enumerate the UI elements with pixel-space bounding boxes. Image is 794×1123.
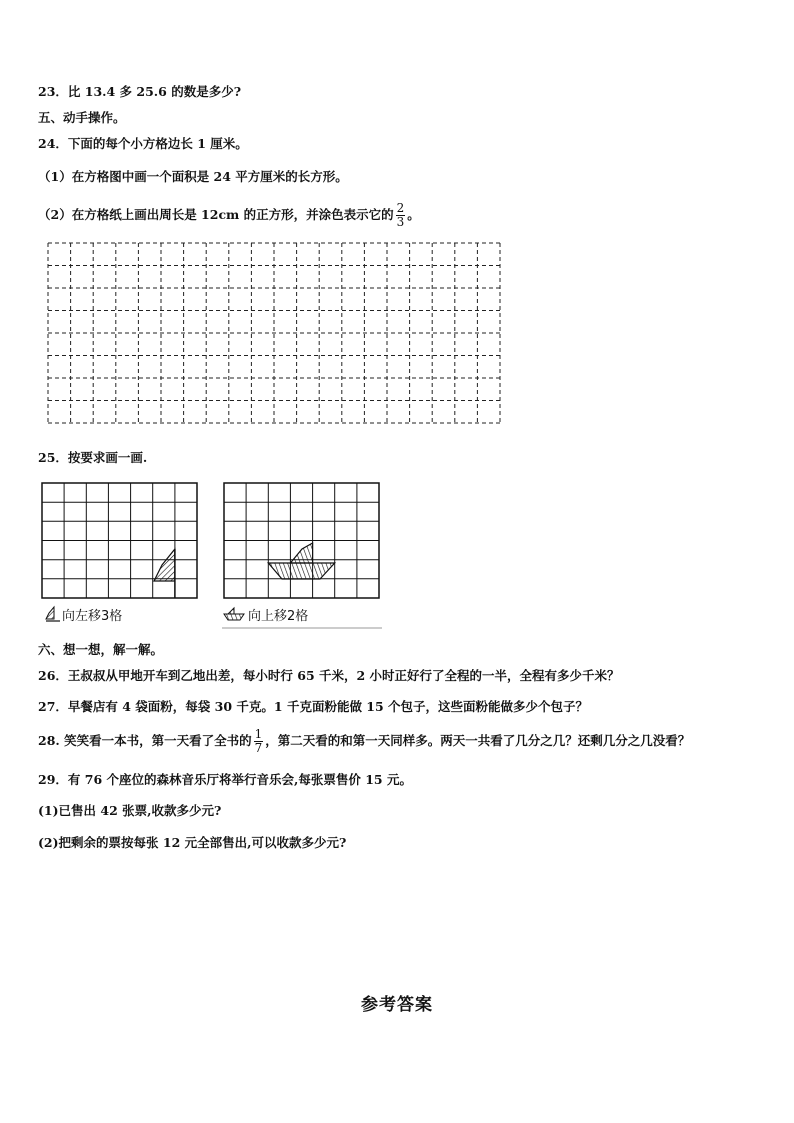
question-23: 23．比 13.4 多 25.6 的数是多少? xyxy=(38,84,242,99)
question-26: 26．王叔叔从甲地开车到乙地出差，每小时行 65 千米，2 小时正好行了全程的一半，全程有多少千米？ xyxy=(38,668,620,683)
question-29: 29．有 76 个座位的森林音乐厅将举行音乐会,每张票售价 15 元。 xyxy=(38,772,412,787)
question-24-part-2-text: （2）在方格纸上画出周长是 12cm 的正方形，并涂色表示它的 xyxy=(38,207,394,222)
fraction-denominator: 3 xyxy=(396,215,405,229)
question-24-part-2 xyxy=(38,202,420,229)
boat-shape xyxy=(268,543,334,579)
question-24-title: 24．下面的每个小方格边长 1 厘米。 xyxy=(38,136,248,151)
question-28 xyxy=(38,728,690,755)
question-29-part-1: (1)已售出 42 张票,收款多少元? xyxy=(38,803,222,818)
question-27: 27．早餐店有 4 袋面粉，每袋 30 千克。1 千克面粉能做 15 个包子，这些面粉能做多少个包子？ xyxy=(38,699,589,714)
question-29-part-2: (2)把剩余的票按每张 12 元全部售出,可以收款多少元? xyxy=(38,835,347,850)
left-caption: 向左移3格 xyxy=(62,609,123,624)
question-24-part-2-end: 。 xyxy=(407,207,420,222)
question-25-title: 25．按要求画一画. xyxy=(38,450,148,465)
question-28-text-before: 28. 笑笑看一本书，第一天看了全书的 xyxy=(38,733,252,748)
right-caption: 向上移2格 xyxy=(248,609,309,624)
fraction-two-thirds xyxy=(396,202,406,229)
fraction-denominator: 7 xyxy=(254,741,263,755)
fraction-numerator: 1 xyxy=(254,727,263,741)
right-caption-icon xyxy=(224,608,244,620)
section-5-title: 五、动手操作。 xyxy=(38,110,126,125)
section-6-title: 六、想一想，解一解。 xyxy=(38,642,164,657)
left-caption-icon xyxy=(46,607,60,621)
fraction-numerator: 2 xyxy=(396,201,405,215)
question-24-part-1: （1）在方格图中画一个面积是 24 平方厘米的长方形。 xyxy=(38,169,348,184)
answer-key-title: 参考答案 xyxy=(361,995,433,1015)
flag-shape xyxy=(154,549,175,598)
right-translation-grid xyxy=(222,481,387,631)
dashed-grid-paper xyxy=(46,241,502,425)
right-grid-lines xyxy=(224,483,379,598)
question-28-text-after: ，第二天看的和第一天同样多。两天一共看了几分之几？还剩几分之几没看？ xyxy=(265,733,691,748)
left-translation-grid xyxy=(40,481,200,631)
fraction-one-seventh xyxy=(254,728,264,755)
